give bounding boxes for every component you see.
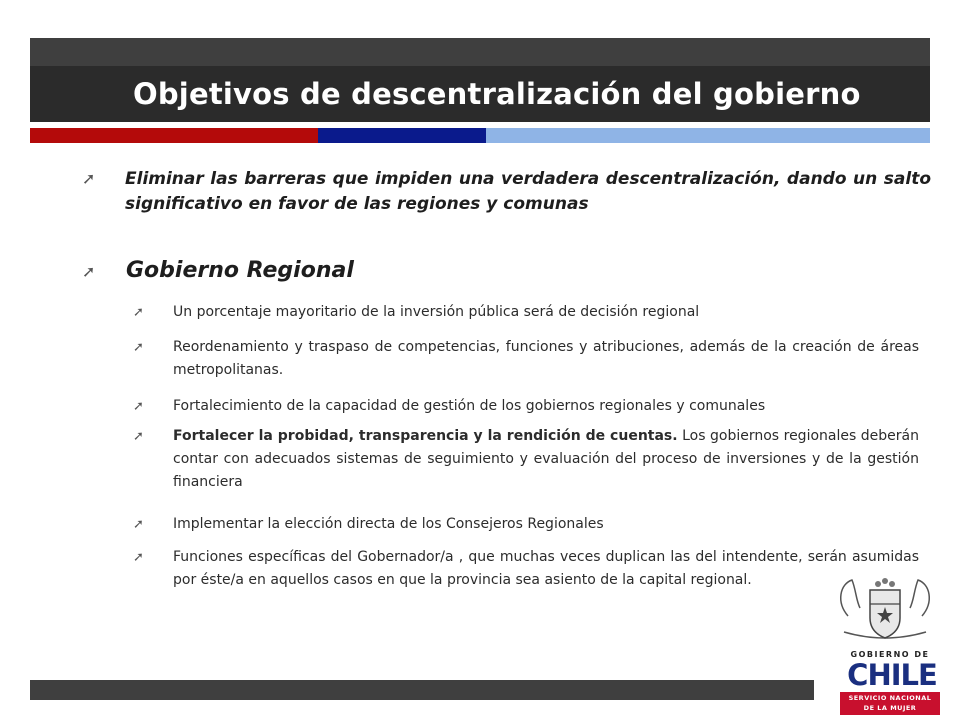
list-item-text: Funciones específicas del Gobernador/a , que muchas veces duplican las del intendente, serán asumidas por éste/a en aquellos casos en que la provincia sea asiento de la capital regional. — [173, 549, 919, 588]
slide-title: Objetivos de descentralización del gobierno — [133, 77, 861, 111]
pushpin-icon: ➚ — [133, 399, 144, 414]
list-item-text: Fortalecer la probidad, transparencia y la rendición de cuentas. Los gobiernos regionales deberán contar con adecuados sistemas de seguimiento y evaluación del proceso de inversiones y de la gestión financiera — [173, 428, 919, 490]
pushpin-icon: ➚ — [133, 340, 144, 355]
flag-stripe-blue — [318, 128, 486, 143]
gobierno-de-chile-logo — [826, 572, 944, 720]
list-item-text: Fortalecimiento de la capacidad de gestión de los gobiernos regionales y comunales — [173, 398, 766, 414]
logo-line-4: DE LA MUJER — [863, 704, 917, 712]
pushpin-icon: ➚ — [133, 429, 144, 444]
logo-subtitle-box — [840, 692, 940, 715]
pushpin-icon: ➚ — [133, 305, 144, 320]
footer-band — [30, 680, 814, 700]
logo-line-3: SERVICIO NACIONAL — [848, 694, 932, 702]
list-item-text: Reordenamiento y traspaso de competencias, funciones y atribuciones, además de la creación de áreas metropolitanas. — [173, 339, 919, 378]
pushpin-icon: ➚ — [82, 169, 96, 188]
list-item-text: Un porcentaje mayoritario de la inversión pública será de decisión regional — [173, 304, 700, 320]
pushpin-icon: ➚ — [133, 550, 144, 565]
header-top-band — [30, 38, 930, 66]
flag-stripe — [30, 128, 930, 143]
flag-stripe-light-blue — [486, 128, 930, 143]
intro-text: Eliminar las barreras que impiden una verdadera descentralización, dando un salto significativo en favor de las regiones y comunas — [125, 169, 931, 214]
title-bar — [30, 66, 930, 122]
section-heading: Gobierno Regional — [126, 258, 354, 283]
flag-stripe-red — [30, 128, 318, 143]
logo-line-1: GOBIERNO DE — [850, 650, 930, 659]
coat-of-arms-icon — [826, 572, 944, 650]
logo-line-2: CHILE — [847, 658, 937, 692]
pushpin-icon: ➚ — [82, 262, 96, 281]
pushpin-icon: ➚ — [133, 517, 144, 532]
list-item-text: Implementar la elección directa de los Consejeros Regionales — [173, 516, 604, 532]
